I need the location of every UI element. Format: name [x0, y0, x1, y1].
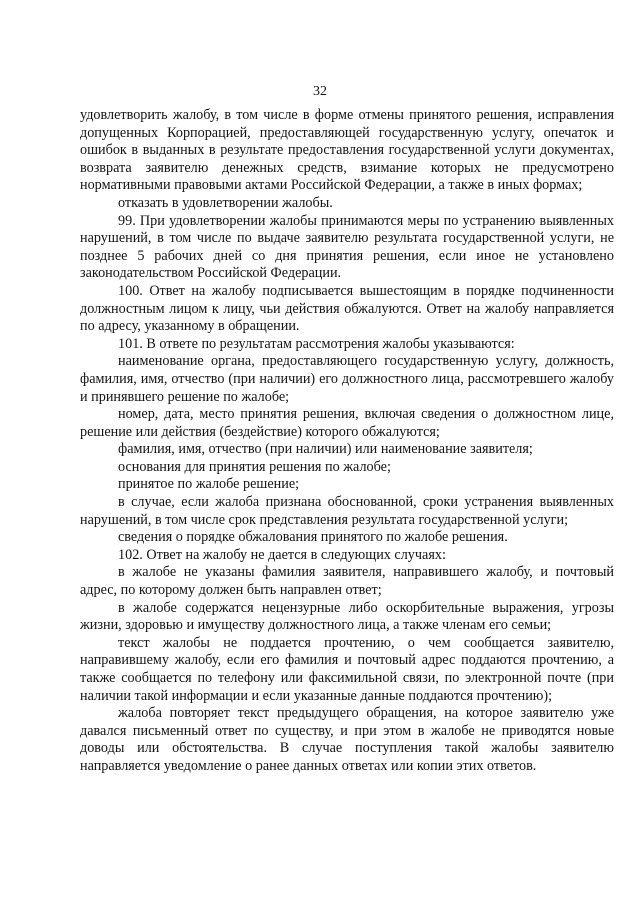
- paragraph-101: 101. В ответе по результатам рассмотрения жалобы указываются:: [118, 335, 515, 352]
- list-item-remedy-terms: в случае, если жалоба признана обоснованной, сроки устранения выявленных нарушений, в том числе срок представления результата государственной услуги;: [80, 494, 614, 528]
- list-item-no-name-address: в жалобе не указаны фамилия заявителя, направившего жалобу, и почтовый адрес, по которому должен быть направлен ответ;: [80, 564, 614, 599]
- paragraph-102: 102. Ответ на жалобу не дается в следующих случаях:: [118, 546, 446, 563]
- paragraph-refuse-complaint: отказать в удовлетворении жалобы.: [118, 194, 333, 211]
- list-item-grounds: основания для принятия решения по жалобе;: [118, 458, 391, 475]
- list-item-appeal-procedure: сведения о порядке обжалования принятого по жалобе решения.: [118, 529, 508, 546]
- list-item-decision: принятое по жалобе решение;: [118, 476, 300, 493]
- list-item-applicant-name: фамилия, имя, отчество (при наличии) или наименование заявителя;: [118, 441, 533, 458]
- list-item-organ-name: наименование органа, предоставляющего государственную услугу, должность, фамилия, имя, отчество (при наличии) его должностного лица, рассмотревшего жалобу и принявшего решение по жалобе;: [80, 353, 614, 405]
- page-number: 32: [313, 84, 327, 99]
- list-item-obscene-language: в жалобе содержатся нецензурные либо оскорбительные выражения, угрозы жизни, здоровью и имуществу должностного лица, а также членам его семьи;: [80, 599, 614, 634]
- paragraph-100: 100. Ответ на жалобу подписывается вышестоящим в порядке подчиненности должностным лицом к лицу, чьи действия обжалуются. Ответ на жалобу направляется по адресу, указанному в обращении.: [80, 282, 614, 335]
- list-item-decision-date: номер, дата, место принятия решения, включая сведения о должностном лице, решение или действия (бездействие) которого обжалуются;: [80, 406, 614, 440]
- paragraph-satisfy-complaint: удовлетворить жалобу, в том числе в форме отмены принятого решения, исправления допущенных Корпорацией, предоставляющей государственную услугу, опечаток и ошибок в выданных в результате предоставления государственной услуги документах, возврата заявителю денежных средств, взимание которых не предусмотрено нормативными правовыми актами Российской Федерации, а также в иных формах;: [80, 107, 614, 194]
- paragraph-99: 99. При удовлетворении жалобы принимаются меры по устранению выявленных нарушений, в том числе по выдаче заявителю результата государственной услуги, не позднее 5 рабочих дней со дня принятия решения, если иное не установлено законодательством Российской Федерации.: [80, 212, 614, 282]
- document-body: [80, 107, 614, 776]
- list-item-repeated-complaint: жалоба повторяет текст предыдущего обращения, на которое заявителю уже давался письменный ответ по существу, и при этом в жалобе не приводятся новые доводы или обстоятельства. В случае поступления такой жалобы заявителю направляется уведомление о ранее данных ответах или копии этих ответов.: [80, 705, 614, 774]
- list-item-unreadable-text: текст жалобы не поддается прочтению, о чем сообщается заявителю, направившему жалобу, если его фамилия и почтовый адрес поддаются прочтению, а также сообщается по телефону или факсимильной связи, по электронной почте (при наличии такой информации и если указанные данные поддаются прочтению);: [80, 634, 614, 704]
